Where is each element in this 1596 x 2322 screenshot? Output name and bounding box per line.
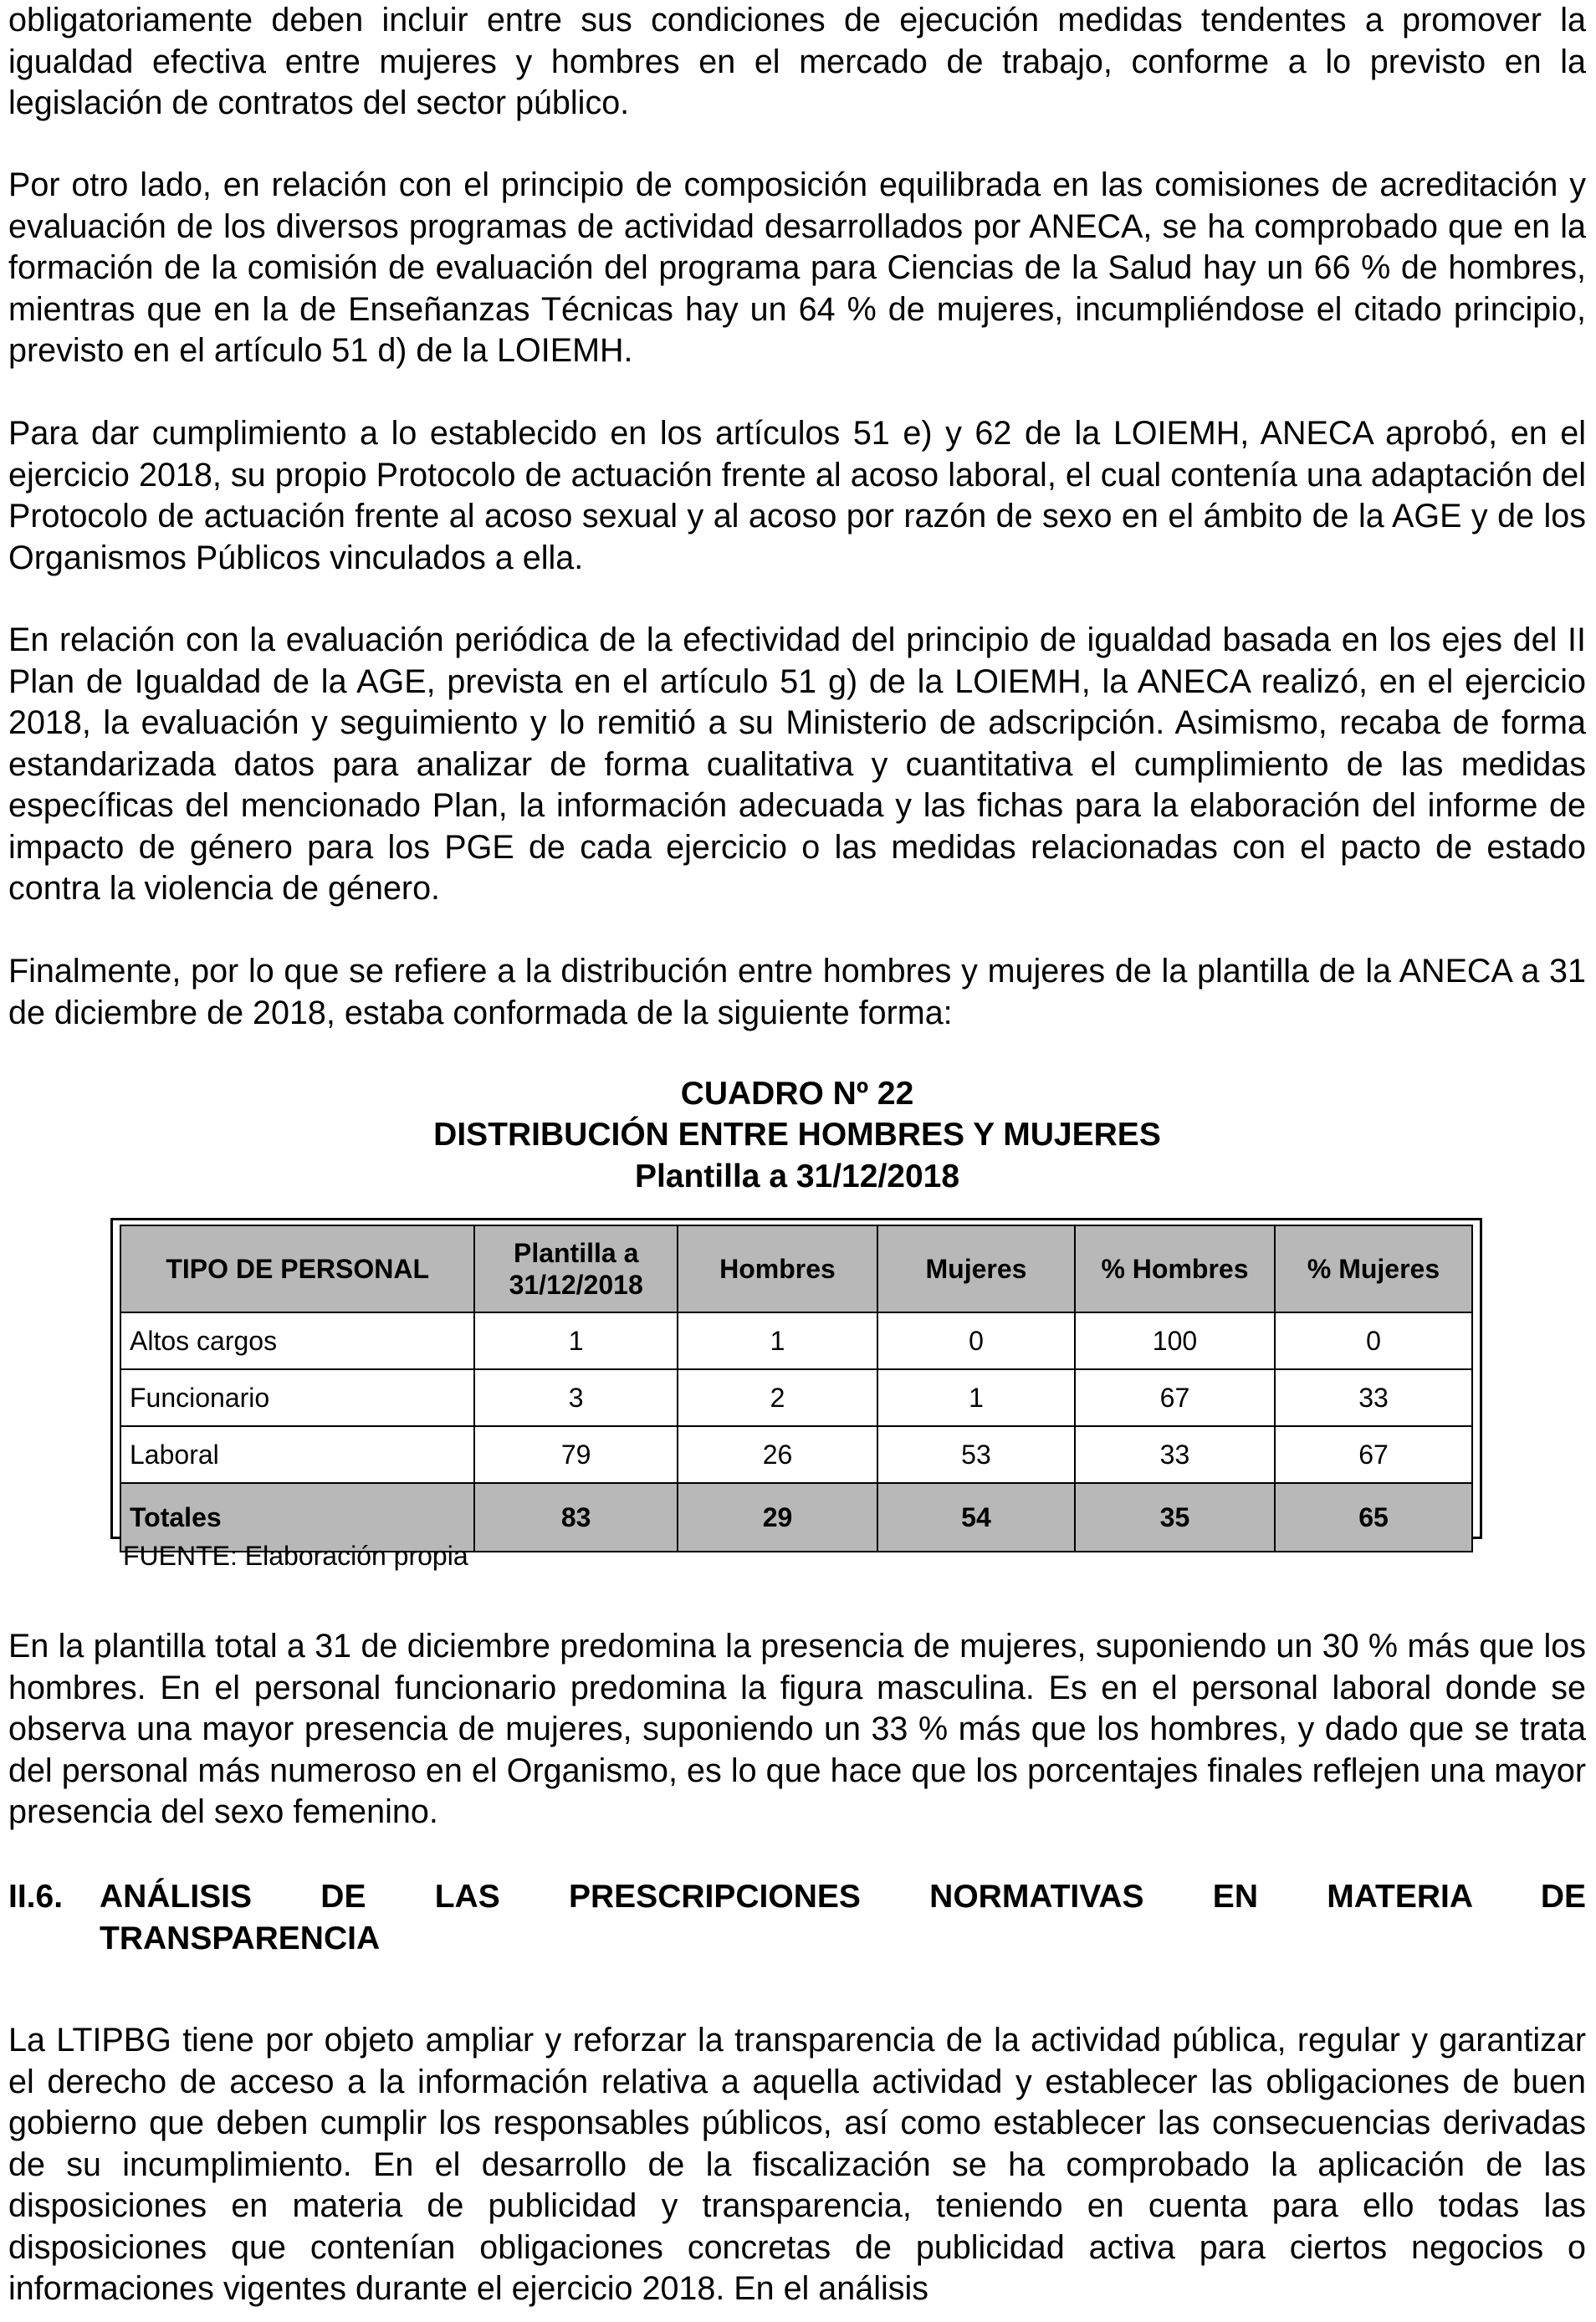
- table-source-note: FUENTE: Elaboración propia: [123, 1541, 468, 1571]
- table-caption-title: DISTRIBUCIÓN ENTRE HOMBRES Y MUJERES: [433, 1117, 1161, 1153]
- cell-mujeres: 0: [877, 1312, 1075, 1369]
- section-number: II.6.: [8, 1879, 64, 1915]
- cell-hombres: 26: [678, 1426, 877, 1483]
- header-hombres: Hombres: [678, 1225, 877, 1312]
- cell-pct-hombres: 100: [1075, 1312, 1275, 1369]
- cell-plantilla: 3: [474, 1369, 678, 1426]
- cell-mujeres: 1: [877, 1369, 1075, 1426]
- paragraph-equality-measures: obligatoriamente deben incluir entre sus condiciones de ejecución medidas tendentes a promover la igualdad efectiva entre mujeres y hombres en el mercado de trabajo, conforme a lo previsto en la legislación de contratos del sector público.: [8, 2, 1586, 121]
- table-row: [120, 1369, 1472, 1426]
- paragraph-balanced-composition: Por otro lado, en relación con el principio de composición equilibrada en las comisiones de acreditación y evaluación de los diversos programas de actividad desarrollados por ANECA, se ha comprobado que en la formación de la comisión de evaluación del programa para Ciencias de la Salud hay un 66 % de hombres, mientras que en la de Enseñanzas Técnicas hay un 64 % de mujeres, incumpliéndose el citado principio, previsto en el artículo 51 d) de la LOIEMH.: [8, 166, 1586, 369]
- paragraph-transparency-law: La LTIPBG tiene por objeto ampliar y reforzar la transparencia de la actividad pública, regular y garantizar el derecho de acceso a la información relativa a aquella actividad y establecer las obligaciones de buen gobierno que deben cumplir los responsables públicos, así como establecer las consecuencias derivadas de su incumplimiento. En el desarrollo de la fiscalización se ha comprobado la aplicación de las disposiciones en materia de publicidad y transparencia, teniendo en cuenta para ello todas las disposiciones que contenían obligaciones concretas de publicidad activa para ciertos negocios o informaciones vigentes durante el ejercicio 2018. En el análisis: [8, 2022, 1586, 2307]
- header-mujeres: Mujeres: [877, 1225, 1075, 1312]
- paragraph-periodic-evaluation: En relación con la evaluación periódica de la efectividad del principio de igualdad basada en los ejes del II Plan de Igualdad de la AGE, prevista en el artículo 51 g) de la LOIEMH, la ANECA realizó, en el ejercicio 2018, la evaluación y seguimiento y lo remitió a su Ministerio de adscripción. Asimismo, recaba de forma estandarizada datos para analizar de forma cualitativa y cuantitativa el cumplimiento de las medidas específicas del mencionado Plan, la información adecuada y las fichas para la elaboración del informe de impacto de género para los PGE de cada ejercicio o las medidas relacionadas con el pacto de estado contra la violencia de género.: [8, 621, 1586, 907]
- staff-distribution-table-frame: [110, 1218, 1482, 1539]
- cell-tipo: Altos cargos: [120, 1312, 474, 1369]
- cell-plantilla: 79: [474, 1426, 678, 1483]
- cell-pct-mujeres: 65: [1275, 1483, 1472, 1552]
- cell-plantilla: 1: [474, 1312, 678, 1369]
- paragraph-harassment-protocol: Para dar cumplimiento a lo establecido en los artículos 51 e) y 62 de la LOIEMH, ANECA aprobó, en el ejercicio 2018, su propio Protocolo de actuación frente al acoso laboral, el cual contenía una adaptación del Protocolo de actuación frente al acoso sexual y al acoso por razón de sexo en el ámbito de la AGE y de los Organismos Públicos vinculados a ella.: [8, 415, 1586, 576]
- cell-pct-mujeres: 67: [1275, 1426, 1472, 1483]
- cell-plantilla: 83: [474, 1483, 678, 1552]
- header-pct-hombres: % Hombres: [1075, 1225, 1275, 1312]
- table-header-row: [120, 1225, 1472, 1312]
- cell-pct-mujeres: 0: [1275, 1312, 1472, 1369]
- cell-mujeres: 53: [877, 1426, 1075, 1483]
- cell-mujeres: 54: [877, 1483, 1075, 1552]
- section-heading: [8, 1876, 1586, 1960]
- table-caption-number: CUADRO Nº 22: [680, 1076, 914, 1112]
- cell-pct-mujeres: 33: [1275, 1369, 1472, 1426]
- table-row: [120, 1312, 1472, 1369]
- paragraph-staff-distribution-intro: Finalmente, por lo que se refiere a la distribución entre hombres y mujeres de la plantilla de la ANECA a 31 de diciembre de 2018, estaba conformada de la siguiente forma:: [8, 953, 1586, 1031]
- staff-distribution-table: [120, 1225, 1473, 1552]
- paragraph-staff-analysis: En la plantilla total a 31 de diciembre predomina la presencia de mujeres, suponiendo un 30 % más que los hombres. En el personal funcionario predomina la figura masculina. Es en el personal laboral donde se observa una mayor presencia de mujeres, suponiendo un 33 % más que los hombres, y dado que se trata del personal más numeroso en el Organismo, es lo que hace que los porcentajes finales reflejen una mayor presencia del sexo femenino.: [8, 1628, 1586, 1830]
- cell-tipo: Laboral: [120, 1426, 474, 1483]
- table-caption-date: Plantilla a 31/12/2018: [634, 1158, 960, 1194]
- table-row: [120, 1426, 1472, 1483]
- cell-tipo: Totales: [120, 1483, 474, 1552]
- cell-hombres: 29: [678, 1483, 877, 1552]
- cell-hombres: 2: [678, 1369, 877, 1426]
- cell-pct-hombres: 33: [1075, 1426, 1275, 1483]
- cell-pct-hombres: 35: [1075, 1483, 1275, 1552]
- cell-tipo: Funcionario: [120, 1369, 474, 1426]
- cell-hombres: 1: [678, 1312, 877, 1369]
- header-plantilla-line1: Plantilla a: [513, 1238, 639, 1268]
- header-plantilla: [474, 1225, 678, 1312]
- header-plantilla-line2: 31/12/2018: [509, 1270, 643, 1300]
- header-tipo-personal: TIPO DE PERSONAL: [120, 1225, 474, 1312]
- header-pct-mujeres: % Mujeres: [1275, 1225, 1472, 1312]
- section-title: ANÁLISIS DE LAS PRESCRIPCIONES NORMATIVAS EN MATERIA DE TRANSPARENCIA: [100, 1879, 1586, 1956]
- cell-pct-hombres: 67: [1075, 1369, 1275, 1426]
